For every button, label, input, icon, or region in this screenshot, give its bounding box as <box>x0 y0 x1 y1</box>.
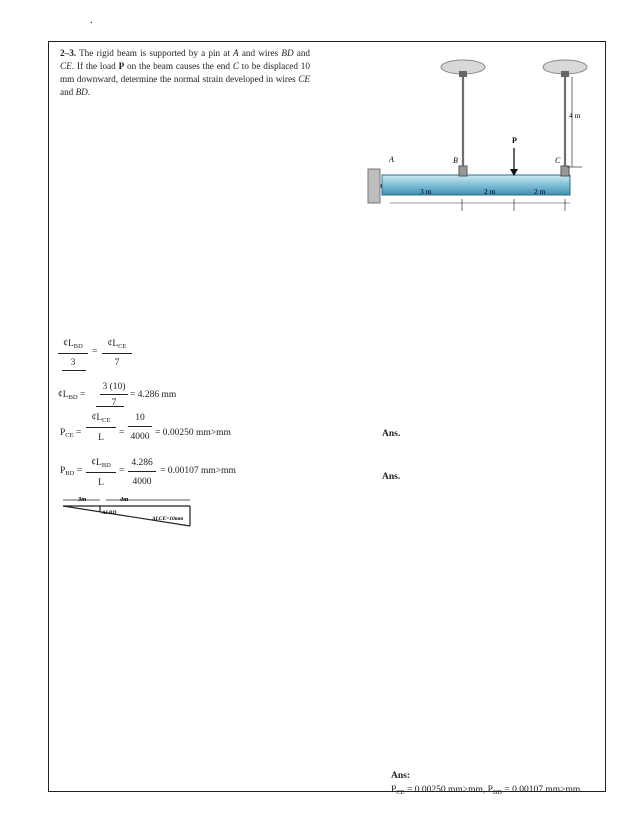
clamp-c <box>561 166 569 176</box>
final-answer <box>391 771 580 796</box>
frac-dlce-7: $¢L_{CE}$ 7 <box>102 339 132 368</box>
eq-eps-bd-lhs: $P_{BD}$ = <box>60 466 83 477</box>
dim-2m-a: 2 m <box>484 187 496 196</box>
sketch-dlce: ΔLCE=10mm <box>152 516 184 522</box>
problem-number: 2–3. <box>60 48 77 58</box>
beam-figure <box>360 55 600 215</box>
frac-310-7: $\frac{3 (10)}{7}$ <box>100 382 128 408</box>
label-c: C <box>555 156 561 165</box>
dim-3m: 3 m <box>420 187 432 196</box>
dim-4m: 4 m <box>569 111 581 120</box>
problem-statement: 2–3. The rigid beam is supported by a pin at A and wires BD and CE. If the load P on the beam causes the end C to be displaced 10 mm downward, determine the normal strain developed in wires CE and BD. <box>60 48 311 97</box>
clamp-b <box>459 166 467 176</box>
label-p: P <box>512 136 517 145</box>
eq-dlbd-result: = 4.286 mm <box>130 390 177 400</box>
eq-dlbd-lhs: $¢L_{BD}$ = <box>58 390 86 401</box>
frac-4286-4000: $\frac{4.286}{4000}$ <box>128 458 156 487</box>
page-dot: . <box>90 14 93 26</box>
sketch-3m: 3m <box>78 496 87 503</box>
pin-wall <box>368 169 380 203</box>
label-a: A <box>389 155 394 164</box>
final-answer-label: Ans: <box>391 771 411 781</box>
divider-rule <box>62 370 86 371</box>
dim-2m-b: 2 m <box>534 187 546 196</box>
frac-dlbd-3: $¢L_{BD}$ 3 <box>58 339 88 368</box>
ans-label-1: Ans. <box>382 429 401 439</box>
frac-dlce-l: $¢L_{CE}$ L <box>86 413 116 443</box>
underline-rule <box>96 406 124 407</box>
frac-dlbd-l: $¢L_{BD}$ L <box>86 458 116 488</box>
eq-eps-bd-result: = 0.00107 mm>mm <box>160 466 236 476</box>
eq-sign-1: = <box>92 347 98 357</box>
ceiling-support-d <box>441 60 485 77</box>
final-answer-values: $P_{CE} = 0.00250$ mm>mm, $P_{BD} = 0.00107$ mm>mm <box>391 785 581 796</box>
eq-sign-3: = <box>119 428 125 438</box>
label-b: B <box>453 156 458 165</box>
sketch-4m: 4m <box>120 496 129 503</box>
eq-eps-ce-lhs: $P_{CE}$ = <box>60 428 82 439</box>
eq-eps-ce-result: = 0.00250 mm>mm <box>155 428 231 438</box>
ans-label-2: Ans. <box>382 472 401 482</box>
similar-triangles-sketch <box>60 494 210 530</box>
frac-10-4000: $\frac{10}{4000}$ <box>128 413 152 442</box>
ceiling-support-e <box>543 60 587 77</box>
sketch-dlbd: ΔLBD <box>102 510 117 516</box>
load-arrow-icon <box>510 148 518 176</box>
eq-sign-4: = <box>119 466 125 476</box>
